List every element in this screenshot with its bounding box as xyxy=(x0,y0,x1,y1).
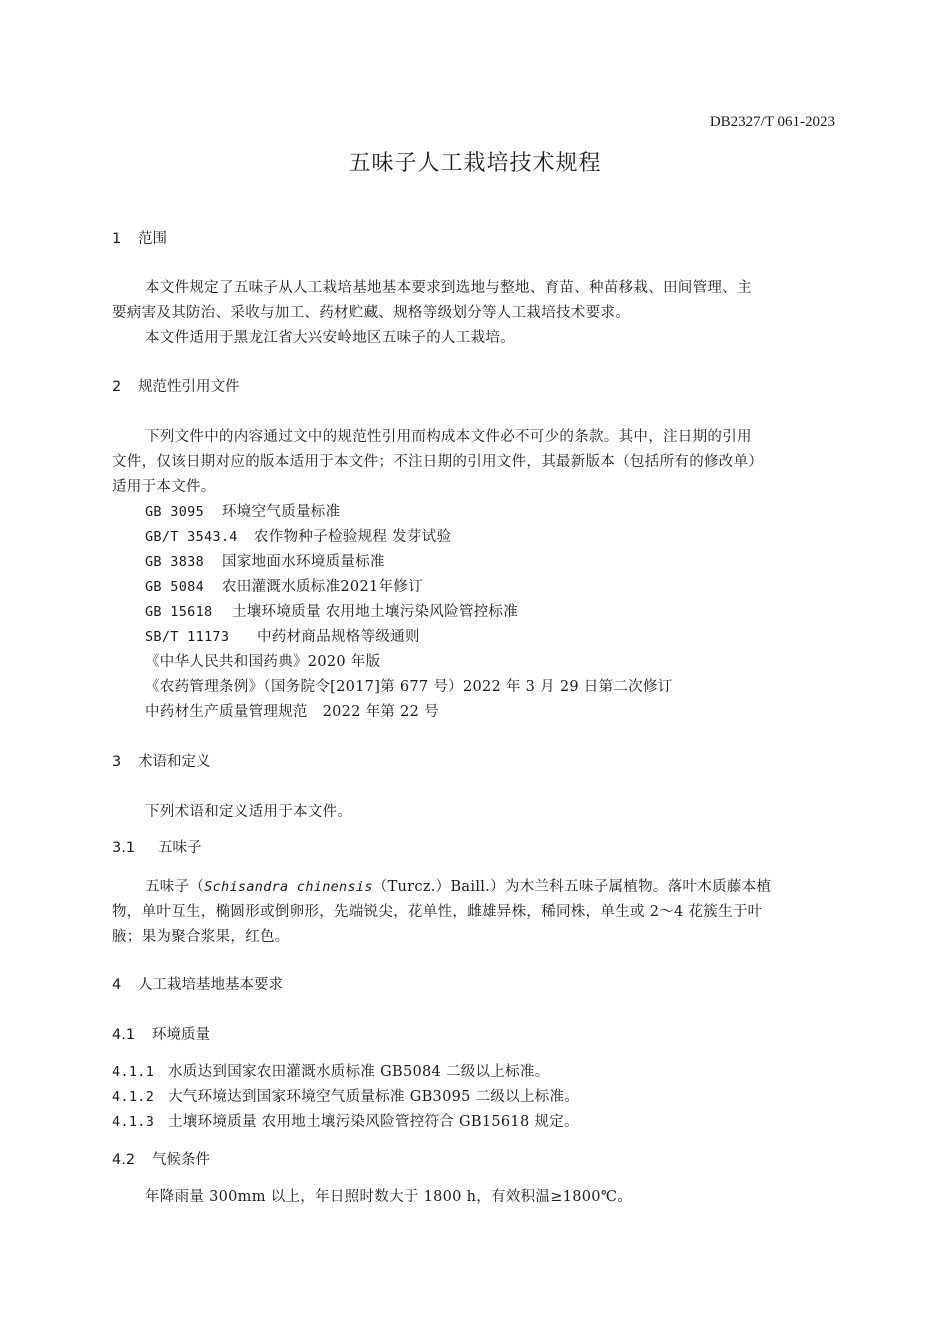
reference-item xyxy=(145,550,385,571)
subsection-heading-4-2 xyxy=(112,1148,210,1169)
definition-line xyxy=(145,875,771,896)
clause-item xyxy=(112,1085,579,1106)
clause-text: 土壤环境质量 农用地土壤污染风险管控符合 GB15618 规定。 xyxy=(168,1114,579,1130)
document-title: 五味子人工栽培技术规程 xyxy=(348,151,602,176)
subsection-title: 环境质量 xyxy=(152,1027,210,1043)
paragraph-line: 下列文件中的内容通过文中的规范性引用而构成本文件必不可少的条款。其中，注日期的引用 xyxy=(145,429,752,445)
reference-code: GB 3095 xyxy=(145,504,204,520)
clause-item xyxy=(112,1060,550,1081)
reference-name: 中药材商品规格等级通则 xyxy=(257,629,420,645)
subsection-title: 五味子 xyxy=(158,840,202,856)
paragraph-line: 年降雨量 300mm 以上，年日照时数大于 1800 h，有效积温≥1800℃。 xyxy=(145,1189,633,1205)
definition-text: （Turcz.）Baill.）为木兰科五味子属植物。落叶木质藤本植 xyxy=(372,879,772,895)
section-title: 术语和定义 xyxy=(138,754,211,770)
definition-line: 腋；果为聚合浆果，红色。 xyxy=(112,929,290,945)
paragraph-line: 本文件规定了五味子从人工栽培基地基本要求到选地与整地、育苗、种苗移栽、田间管理、主 xyxy=(145,280,752,296)
definition-term: 五味子（ xyxy=(145,879,205,895)
reference-item xyxy=(145,600,518,621)
section-heading-2 xyxy=(112,375,240,396)
reference-code: SB/T 11173 xyxy=(145,629,230,645)
clause-number: 4.1.2 xyxy=(112,1089,155,1105)
subsection-number: 3.1 xyxy=(112,840,136,856)
reference-item xyxy=(145,575,423,596)
section-number: 2 xyxy=(112,379,122,395)
reference-code: GB 15618 xyxy=(145,604,213,620)
clause-text: 大气环境达到国家环境空气质量标准 GB3095 二级以上标准。 xyxy=(168,1089,580,1105)
reference-name: 国家地面水环境质量标准 xyxy=(222,554,385,570)
subsection-title: 气候条件 xyxy=(152,1152,210,1168)
document-code: DB2327/T 061-2023 xyxy=(709,114,835,130)
section-number: 3 xyxy=(112,754,122,770)
reference-item: 中药材生产质量管理规范 2022 年第 22 号 xyxy=(145,704,439,720)
reference-item xyxy=(145,525,451,546)
section-heading-1 xyxy=(112,227,167,248)
section-title: 范围 xyxy=(138,231,167,247)
latin-name: Schisandra chinensis xyxy=(204,879,373,895)
section-title: 人工栽培基地基本要求 xyxy=(138,977,283,993)
reference-item: 《中华人民共和国药典》2020 年版 xyxy=(145,654,381,670)
reference-code: GB 3838 xyxy=(145,554,204,570)
reference-item xyxy=(145,625,420,646)
paragraph-line: 本文件适用于黑龙江省大兴安岭地区五味子的人工栽培。 xyxy=(145,330,515,346)
reference-item xyxy=(145,500,340,521)
subsection-heading-4-1 xyxy=(112,1023,210,1044)
paragraph-line: 文件，仅该日期对应的版本适用于本文件；不注日期的引用文件，其最新版本（包括所有的修改单） xyxy=(112,454,764,470)
reference-name: 农作物种子检验规程 发芽试验 xyxy=(254,529,452,545)
reference-code: GB 5084 xyxy=(145,579,204,595)
section-heading-4 xyxy=(112,973,283,994)
reference-name: 环境空气质量标准 xyxy=(222,504,341,520)
subsection-heading-3-1 xyxy=(112,836,202,857)
section-title: 规范性引用文件 xyxy=(138,379,240,395)
subsection-number: 4.2 xyxy=(112,1152,136,1168)
reference-name: 土壤环境质量 农用地土壤污染风险管控标准 xyxy=(232,604,519,620)
subsection-number: 4.1 xyxy=(112,1027,136,1043)
paragraph-line: 要病害及其防治、采收与加工、药材贮藏、规格等级划分等人工栽培技术要求。 xyxy=(112,305,630,321)
paragraph-line: 下列术语和定义适用于本文件。 xyxy=(145,804,353,820)
reference-name: 农田灌溉水质标准2021年修订 xyxy=(222,579,423,595)
section-number: 4 xyxy=(112,977,122,993)
reference-item: 《农药管理条例》（国务院令[2017]第 677 号）2022 年 3 月 29 日第二次修订 xyxy=(145,679,673,695)
reference-code: GB/T 3543.4 xyxy=(145,529,238,545)
clause-number: 4.1.3 xyxy=(112,1114,155,1130)
section-number: 1 xyxy=(112,231,122,247)
clause-number: 4.1.1 xyxy=(112,1064,155,1080)
clause-text: 水质达到国家农田灌溉水质标准 GB5084 二级以上标准。 xyxy=(168,1064,550,1080)
section-heading-3 xyxy=(112,750,211,771)
paragraph-line: 适用于本文件。 xyxy=(112,479,216,495)
clause-item xyxy=(112,1110,579,1131)
definition-line: 物，单叶互生，椭圆形或倒卵形，先端锐尖，花单性，雌雄异株，稀同株，单生或 2～4 花簇生于叶 xyxy=(112,904,763,920)
